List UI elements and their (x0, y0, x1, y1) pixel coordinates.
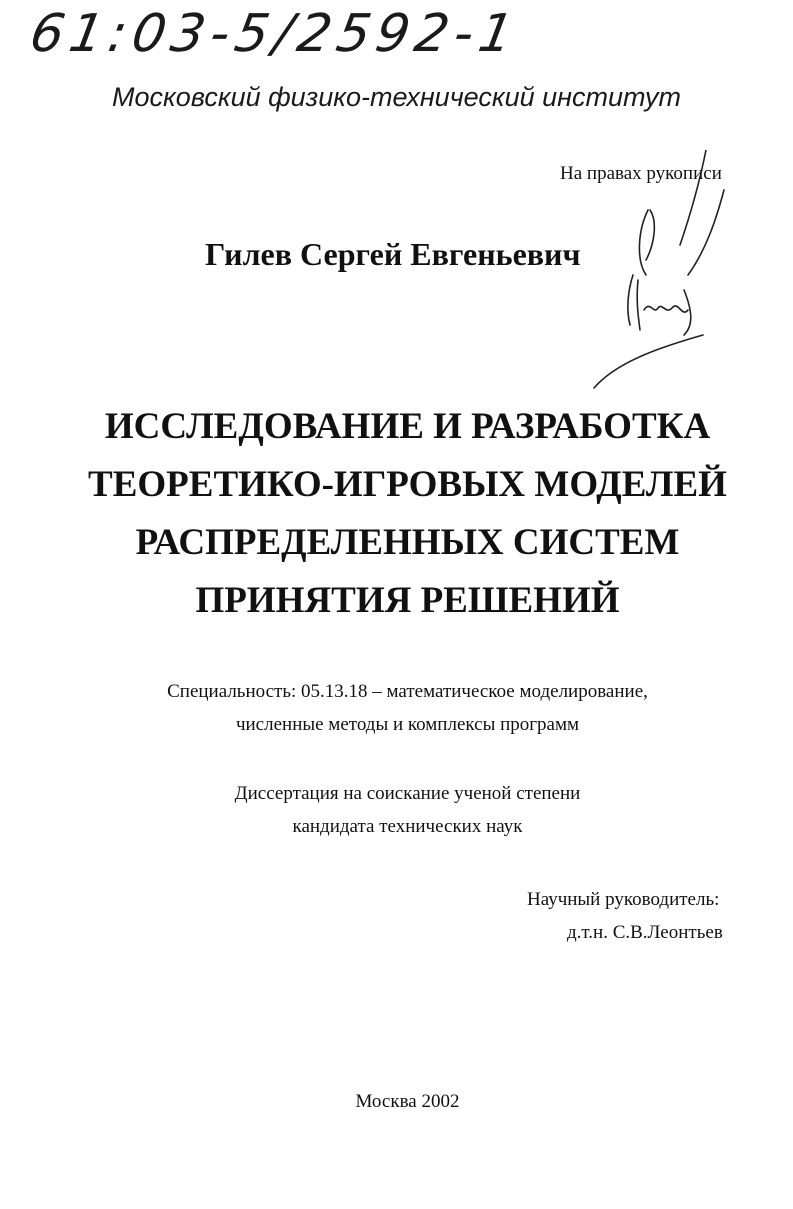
degree-block (0, 777, 793, 843)
title-line: ТЕОРЕТИКО-ИГРОВЫХ МОДЕЛЕЙ (88, 464, 727, 505)
author-name: Гилев Сергей Евгеньевич (205, 236, 581, 272)
dissertation-title (0, 398, 793, 630)
title-line: ПРИНЯТИЯ РЕШЕНИЙ (195, 580, 620, 621)
supervisor-label: Научный руководитель: (527, 889, 720, 910)
city-year: Москва 2002 (355, 1091, 460, 1112)
rights-note: На правах рукописи (560, 163, 722, 184)
title-line: РАСПРЕДЕЛЕННЫХ СИСТЕМ (135, 522, 680, 563)
degree-line: Диссертация на соискание ученой степени (234, 783, 581, 804)
supervisor-block (527, 883, 742, 949)
institute-name: Московский физико-технический институт (112, 82, 681, 112)
specialty-line: Специальность: 05.13.18 – математическое моделирование, (167, 681, 648, 702)
shelfmark-handwritten: 61:03-5/2592-1 (25, 4, 524, 64)
handwritten-signature (588, 150, 728, 395)
specialty-block (0, 675, 793, 741)
supervisor-name: д.т.н. С.В.Леонтьев (567, 922, 723, 943)
specialty-line: численные методы и комплексы программ (235, 714, 580, 735)
title-line: ИССЛЕДОВАНИЕ И РАЗРАБОТКА (104, 406, 711, 447)
degree-line: кандидата технических наук (292, 816, 523, 837)
